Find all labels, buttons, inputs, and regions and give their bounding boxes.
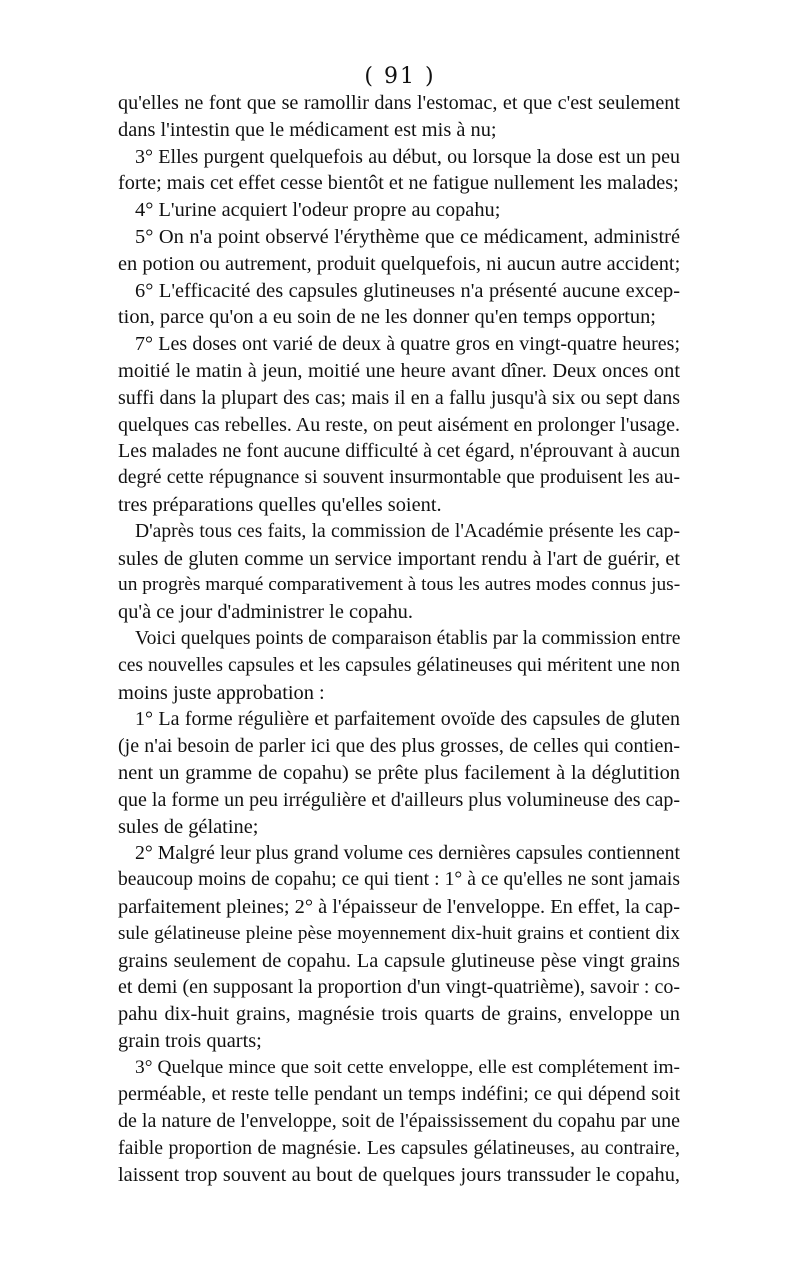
body-text [118, 90, 680, 1189]
text-line: pahu dix-huit grains, magnésie trois quarts de grains, enveloppe un [118, 1003, 680, 1026]
text-line: laissent trop souvent au bout de quelques jours transsuder le copahu, [118, 1163, 680, 1186]
text-line: beaucoup moins de copahu; ce qui tient : 1° à ce qu'elles ne sont jamais [118, 869, 680, 891]
text-line: sules de gluten comme un service important rendu à l'art de guérir, et [118, 547, 680, 570]
text-line: sules de gélatine; [118, 815, 259, 838]
text-line: tion, parce qu'on a eu soin de ne les donner qu'en temps opportun; [118, 306, 656, 329]
text-line: sule gélatineuse pleine pèse moyennement dix-huit grains et contient dix [118, 922, 680, 944]
text-line: (je n'ai besoin de parler ici que des plus grosses, de celles qui contien- [118, 735, 680, 758]
text-line: un progrès marqué comparativement à tous les autres modes connus jus- [118, 574, 681, 596]
text-line: grains seulement de copahu. La capsule glutineuse pèse vingt grains [118, 949, 680, 972]
text-line: Voici quelques points de comparaison établis par la commission entre [135, 627, 681, 649]
text-line: et demi (en supposant la proportion d'un vingt-quatrième), savoir : co- [118, 976, 680, 999]
text-line: 6° L'efficacité des capsules glutineuses n'a présenté aucune excep- [135, 279, 680, 302]
text-line: faible proportion de magnésie. Les capsules gélatineuses, au contraire, [118, 1137, 680, 1160]
text-line: moins juste approbation : [118, 681, 325, 704]
text-line: parfaitement pleines; 2° à l'épaisseur de l'enveloppe. En effet, la cap- [118, 895, 681, 918]
text-line: 3° Quelque mince que soit cette enveloppe, elle est complétement im- [135, 1056, 680, 1078]
page-number: ( 91 ) [364, 64, 436, 89]
text-line: 3° Elles purgent quelquefois au début, ou lorsque la dose est un peu [135, 145, 680, 168]
text-line: dans l'intestin que le médicament est mis à nu; [118, 118, 497, 141]
text-line: 4° L'urine acquiert l'odeur propre au copahu; [135, 199, 501, 222]
text-line: que la forme un peu irrégulière et d'ailleurs plus volumineuse des cap- [118, 788, 680, 811]
text-line: qu'à ce jour d'administrer le copahu. [118, 601, 413, 624]
text-line: 5° On n'a point observé l'érythème que ce médicament, administré [135, 225, 680, 248]
text-line: suffi dans la plupart des cas; mais il en a fallu jusqu'à six ou sept dans [118, 386, 680, 409]
text-line: forte; mais cet effet cesse bientôt et ne fatigue nullement les malades; [118, 172, 679, 195]
text-line: D'après tous ces faits, la commission de l'Académie présente les cap- [135, 520, 680, 542]
text-line: 7° Les doses ont varié de deux à quatre gros en vingt-quatre heures; [135, 333, 680, 356]
text-line: degré cette répugnance si souvent insurmontable que produisent les au- [118, 467, 680, 489]
text-line: nent un gramme de copahu) se prête plus facilement à la déglutition [118, 761, 680, 784]
text-line: ces nouvelles capsules et les capsules gélatineuses qui méritent une non [118, 654, 680, 676]
text-line: grain trois quarts; [118, 1029, 262, 1052]
text-line: 1° La forme régulière et parfaitement ovoïde des capsules de gluten [135, 708, 680, 731]
text-line: de la nature de l'enveloppe, soit de l'épaississement du copahu par une [118, 1110, 680, 1133]
text-line: perméable, et reste telle pendant un temps indéfini; ce qui dépend soit [118, 1083, 680, 1106]
text-line: 2° Malgré leur plus grand volume ces dernières capsules contiennent [135, 842, 680, 865]
text-line: quelques cas rebelles. Au reste, on peut aisément en prolonger l'usage. [118, 413, 680, 436]
text-line: moitié le matin à jeun, moitié une heure avant dîner. Deux onces ont [118, 359, 680, 382]
text-line: qu'elles ne font que se ramollir dans l'estomac, et que c'est seulement [118, 92, 680, 114]
text-line: tres préparations quelles qu'elles soient. [118, 493, 442, 516]
text-line: en potion ou autrement, produit quelquefois, ni aucun autre accident; [118, 252, 681, 275]
text-line: Les malades ne font aucune difficulté à cet égard, n'éprouvant à aucun [118, 440, 680, 463]
